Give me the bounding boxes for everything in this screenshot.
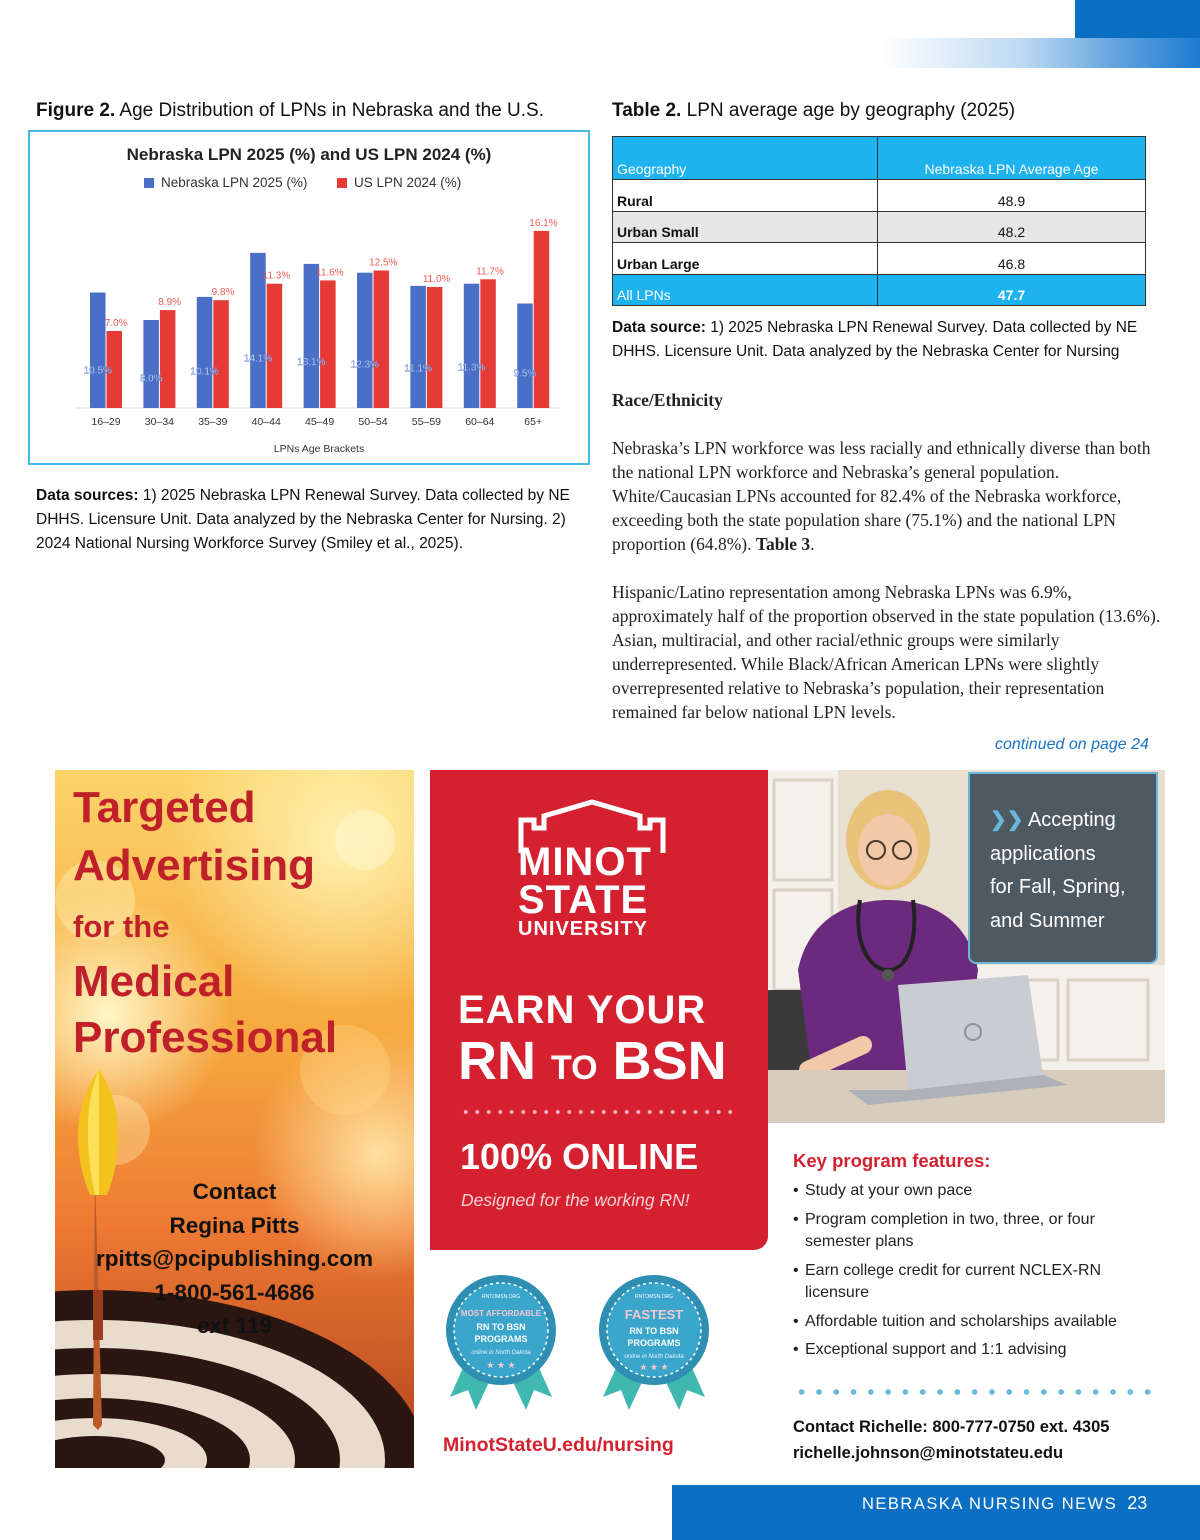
table-header-row <box>613 137 1146 180</box>
data-label-nebraska: 13.1% <box>297 356 326 368</box>
bar-us <box>534 231 550 408</box>
x-tick-label: 65+ <box>524 416 543 428</box>
legend-label: US LPN 2024 (%) <box>354 175 462 190</box>
bar-nebraska <box>304 264 320 408</box>
contact-name: Regina Pitts <box>169 1212 300 1238</box>
table-cell: 48.9 <box>878 180 1146 212</box>
data-label-us: 11.0% <box>422 274 451 285</box>
x-tick-label: 55–59 <box>411 416 442 428</box>
contact-phone-link[interactable]: 1-800-561-4686 <box>154 1279 315 1305</box>
bar-us <box>213 300 229 408</box>
x-tick-label: 40–44 <box>251 416 281 428</box>
features-heading: Key program features: <box>793 1150 991 1171</box>
list-item: • Study at your own pace <box>793 1180 1163 1203</box>
ad-headline: for the <box>73 909 170 944</box>
bar-us <box>160 310 176 408</box>
badge-text: online in North Dakota <box>471 1350 531 1356</box>
callout-line: for Fall, Spring, <box>990 876 1126 898</box>
continued-link[interactable]: continued on page 24 <box>995 736 1149 753</box>
badge-text: RNTOMSN.ORG <box>635 1294 673 1300</box>
university-name: STATE <box>518 878 649 922</box>
age-by-geography-table <box>612 136 1146 306</box>
page-footer <box>672 1485 1200 1540</box>
bar-nebraska <box>464 284 480 408</box>
table-cell: Rural <box>613 180 878 212</box>
accepting-applications-callout <box>968 772 1158 964</box>
fastest-badge <box>599 1275 709 1410</box>
ad-headline: Advertising <box>73 841 316 890</box>
ad-headline-degree: RN TO BSN <box>458 1031 727 1091</box>
table-cell: 48.2 <box>878 211 1146 243</box>
chart-title: Nebraska LPN 2025 (%) and US LPN 2024 (%) <box>126 145 492 164</box>
data-label-us: 11.6% <box>316 267 344 279</box>
features-list <box>793 1180 1163 1368</box>
ad-contact <box>55 1175 414 1343</box>
list-item: • Exceptional support and 1:1 advising <box>793 1339 1163 1362</box>
table-cell: Urban Small <box>613 211 878 243</box>
badge-text: RN TO BSN <box>476 1322 526 1332</box>
table-row <box>613 211 1146 243</box>
targeted-advertising-ad[interactable] <box>55 770 414 1468</box>
figure-title: Figure 2. Age Distribution of LPNs in Nebraska and the U.S. <box>36 100 544 121</box>
table-title: Table 2. LPN average age by geography (2025) <box>612 100 1016 121</box>
paragraph: Nebraska’s LPN workforce was less racially and ethnically diverse than both the national LPN workforce and Nebraska’s general population. White/Caucasian LPNs accounted for 82.4% of the Nebraska workforce, exceeding both the state population share (75.1%) and the national LPN proportion (64.8%). Table 3. <box>612 438 1151 554</box>
svg-text:★ ★ ★: ★ ★ ★ <box>639 1362 669 1372</box>
most-affordable-badge <box>446 1275 556 1410</box>
ad-headline: EARN YOUR <box>458 988 707 1032</box>
bar-us <box>427 287 443 408</box>
data-label-us: 9.8% <box>211 287 235 299</box>
age-distribution-chart <box>28 130 590 465</box>
table-cell: All LPNs <box>613 274 878 306</box>
legend-label: Nebraska LPN 2025 (%) <box>161 175 308 190</box>
contact-email-link[interactable]: rpitts@pcipublishing.com <box>96 1246 373 1271</box>
table-data-source: Data source: 1) 2025 Nebraska LPN Renewal Survey. Data collected by NE DHHS. Licensure Unit. Data analyzed by the Nebraska Center for Nursing <box>612 319 1138 360</box>
table-cell: Urban Large <box>613 243 878 275</box>
contact-label: Contact <box>192 1179 277 1204</box>
ad-headline: Targeted <box>73 783 256 832</box>
award-badges <box>440 1272 740 1422</box>
bar-us <box>267 284 283 408</box>
badge-text: PROGRAMS <box>474 1334 528 1344</box>
x-tick-label: 60–64 <box>465 416 495 428</box>
list-item: • Program completion in two, three, or four semester plans <box>793 1209 1163 1254</box>
data-label-nebraska: 10.1% <box>190 366 219 378</box>
top-accent-bar <box>1075 0 1200 38</box>
data-label-nebraska: 12.3% <box>350 359 379 371</box>
dotted-divider <box>460 1108 735 1116</box>
callout-line: and Summer <box>990 909 1105 932</box>
top-accent-gradient <box>880 38 1200 68</box>
badge-text: RNTOMSN.ORG <box>482 1294 520 1300</box>
page-number: 23 <box>1127 1493 1148 1513</box>
table-header-cell: Nebraska LPN Average Age <box>878 137 1146 180</box>
data-label-us: 11.3% <box>262 270 291 282</box>
x-axis-label: LPNs Age Brackets <box>273 443 365 455</box>
chevron-right-icon: ❯❯ <box>990 809 1024 831</box>
data-label-us: 7.0% <box>104 318 128 329</box>
bar-nebraska <box>90 293 106 409</box>
x-tick-label: 30–34 <box>144 416 175 428</box>
bar-nebraska <box>197 297 213 408</box>
table-total-row <box>613 274 1146 306</box>
list-item: • Earn college credit for current NCLEX-RN licensure <box>793 1260 1163 1305</box>
data-label-nebraska: 14.1% <box>243 353 273 365</box>
x-tick-label: 45–49 <box>304 416 335 428</box>
bar-us <box>320 280 336 408</box>
table-reference: Table 3 <box>755 534 811 554</box>
data-label-us: 11.7% <box>476 266 504 278</box>
publication-name: NEBRASKA NURSING NEWS <box>862 1495 1118 1513</box>
legend-swatch <box>337 178 347 188</box>
msu-contact <box>793 1414 1109 1466</box>
x-tick-label: 16–29 <box>91 416 121 428</box>
data-label-nebraska: 8.0% <box>139 373 163 385</box>
table-header-cell: Geography <box>613 137 878 180</box>
program-url-link[interactable]: MinotStateU.edu/nursing <box>443 1434 674 1456</box>
dotted-divider <box>793 1388 1155 1396</box>
tagline: Designed for the working RN! <box>461 1190 690 1210</box>
list-item: • Affordable tuition and scholarships available <box>793 1311 1163 1334</box>
bar-nebraska <box>517 304 533 409</box>
figure-data-sources: Data sources: 1) 2025 Nebraska LPN Renewal Survey. Data collected by NE DHHS. Licensure Unit. Data analyzed by the Nebraska Center for Nursing. 2) 2024 National Nursing Workforce Survey (Smiley et al., 2025). <box>36 487 570 552</box>
data-label-us: 8.9% <box>158 297 182 309</box>
contact-extension: ext 119 <box>196 1313 273 1338</box>
minot-state-ad-panel[interactable] <box>430 770 768 1250</box>
badge-text: RN TO BSN <box>629 1326 679 1336</box>
bar-nebraska <box>143 320 159 408</box>
x-tick-label: 50–54 <box>358 416 388 428</box>
nurse-photo <box>768 770 1165 1123</box>
data-label-us: 12.5% <box>369 257 398 269</box>
ad-headline: Medical <box>73 957 235 1006</box>
data-label-nebraska: 11.3% <box>457 362 486 374</box>
university-name: UNIVERSITY <box>518 918 649 940</box>
badge-text: FASTEST <box>624 1307 684 1322</box>
callout-line: applications <box>990 842 1096 865</box>
badge-text: PROGRAMS <box>627 1338 681 1348</box>
contact-email-link[interactable]: richelle.johnson@minotstateu.edu <box>793 1444 1064 1462</box>
data-label-us: 16.1% <box>529 217 558 229</box>
section-heading: Race/Ethnicity <box>612 390 723 410</box>
badge-text: online in North Dakota <box>624 1354 684 1360</box>
x-tick-label: 35–39 <box>198 416 228 428</box>
university-name: MINOT <box>518 840 652 884</box>
paragraph: Hispanic/Latino representation among Nebraska LPNs was 6.9%, approximately half of the proportion observed in the state population (13.6%). Asian, multiracial, and other racial/ethnic groups were similarly underrepresented. While Black/African American LPNs were slightly overrepresented relative to Nebraska’s population, their representation remained far below national LPN levels. <box>612 582 1161 722</box>
table-cell: 47.7 <box>878 274 1146 306</box>
ad-headline: Professional <box>73 1013 338 1062</box>
bar-us <box>480 279 496 408</box>
data-label-nebraska: 11.1% <box>404 363 432 375</box>
callout-line: ❯❯ Accepting <box>990 809 1116 831</box>
data-label-nebraska: 9.5% <box>513 368 537 380</box>
data-label-nebraska: 10.5% <box>83 365 112 377</box>
table-row <box>613 180 1146 212</box>
bar-nebraska <box>410 286 426 408</box>
legend-swatch <box>144 178 154 188</box>
bar-us <box>374 271 390 409</box>
table-cell: 46.8 <box>878 243 1146 275</box>
online-label: 100% ONLINE <box>460 1136 699 1177</box>
contact-phone-link[interactable]: Contact Richelle: 800-777-0750 ext. 4305 <box>793 1418 1110 1436</box>
badge-text: MOST AFFORDABLE <box>460 1309 542 1318</box>
table-row <box>613 243 1146 275</box>
svg-text:★ ★ ★: ★ ★ ★ <box>486 1360 516 1370</box>
bar-nebraska <box>357 273 373 408</box>
